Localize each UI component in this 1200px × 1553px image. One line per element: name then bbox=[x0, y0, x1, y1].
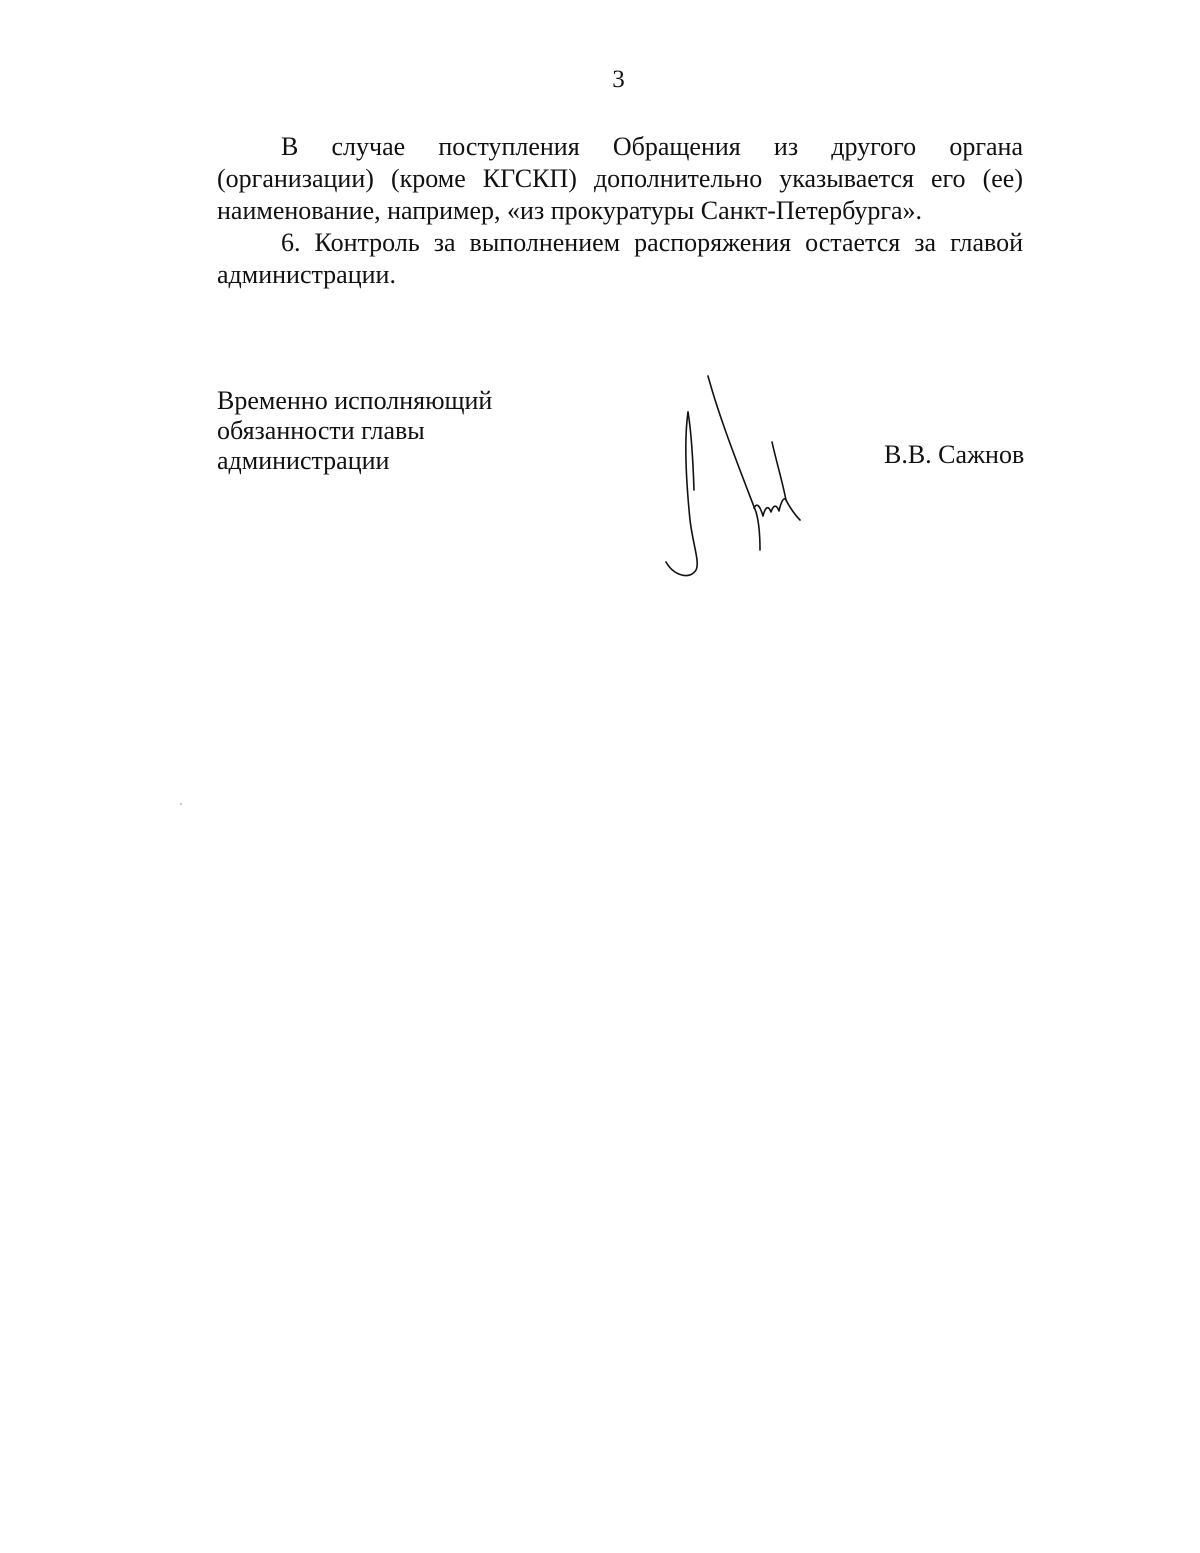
scan-artifact bbox=[180, 803, 182, 805]
handwritten-signature bbox=[660, 370, 820, 590]
signer-name: В.В. Сажнов bbox=[884, 440, 1025, 469]
signer-title-line: администрации bbox=[217, 446, 390, 475]
paragraph: 6. Контроль за выполнением распоряжения остается за главой администрации. bbox=[217, 228, 1023, 289]
document-body bbox=[217, 131, 1023, 291]
paragraph: В случае поступления Обращения из другого органа (организации) (кроме КГСКП) дополнительно указывается его (ее) наименование, например, «из прокуратуры Санкт-Петербурга». bbox=[217, 132, 1023, 225]
signer-title-line: Временно исполняющий bbox=[217, 386, 493, 415]
signer-title-line: обязанности главы bbox=[217, 416, 425, 445]
signer-title bbox=[217, 386, 492, 476]
page-number: 3 bbox=[612, 66, 625, 93]
